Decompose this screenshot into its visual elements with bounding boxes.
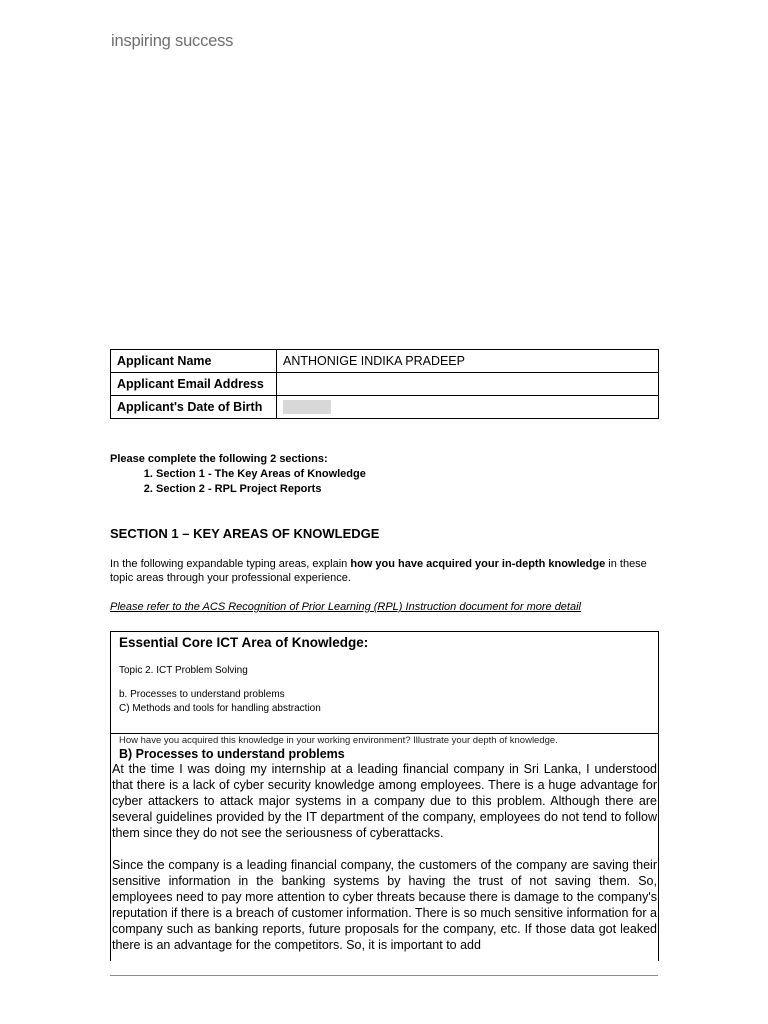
applicant-dob-value	[277, 396, 659, 419]
topic-item-b: b. Processes to understand problems	[119, 689, 285, 700]
applicant-email-label: Applicant Email Address	[111, 373, 277, 396]
applicant-name-value: ANTHONIGE INDIKA PRADEEP	[277, 350, 659, 373]
instructions	[110, 452, 366, 497]
topic-item-c: C) Methods and tools for handling abstraction	[119, 703, 321, 714]
table-row	[111, 373, 659, 396]
applicant-name-label: Applicant Name	[111, 350, 277, 373]
answer-subheading: B) Processes to understand problems	[119, 747, 345, 761]
instructions-intro: Please complete the following 2 sections:	[110, 453, 328, 465]
sections-list	[110, 467, 366, 497]
list-item: 2. Section 2 - RPL Project Reports	[156, 482, 366, 497]
list-item: 1. Section 1 - The Key Areas of Knowledge	[156, 467, 366, 482]
answer-text-area[interactable]	[111, 761, 658, 953]
redacted-block	[283, 400, 331, 414]
applicant-email-value	[277, 373, 659, 396]
applicant-details-table	[110, 349, 659, 419]
explain-text-post: in these topic areas through your professional experience.	[110, 558, 647, 584]
topic-label: Topic 2. ICT Problem Solving	[119, 665, 248, 676]
knowledge-question: How have you acquired this knowledge in your working environment? Illustrate your depth of knowledge.	[119, 735, 558, 746]
table-row	[111, 396, 659, 419]
knowledge-box-title: Essential Core ICT Area of Knowledge:	[119, 635, 369, 650]
knowledge-box	[110, 631, 659, 961]
explain-text-bold: how you have acquired your in-depth knowledge	[350, 558, 606, 570]
table-row	[111, 350, 659, 373]
section-title: SECTION 1 – KEY AREAS OF KNOWLEDGE	[110, 526, 380, 541]
footer-divider	[110, 975, 658, 976]
answer-paragraph-1: At the time I was doing my internship at a leading financial company in Sri Lanka, I understood that there is a lack of cyber security knowledge among employees. There is a huge advantage for cyber attackers to attack major systems in a company due to this problem. Although there are several guidelines provided by the IT department of the company, employees do not tend to follow them since they do not see the seriousness of cyberattacks.	[112, 762, 657, 840]
explain-paragraph	[110, 557, 658, 585]
reference-note: Please refer to the ACS Recognition of Prior Learning (RPL) Instruction document for more detail	[110, 601, 581, 613]
explain-text-pre: In the following expandable typing areas, explain	[110, 558, 351, 570]
answer-paragraph-2: Since the company is a leading financial company, the customers of the company are saving their sensitive information in the banking systems by having the trust of not saving them. So, employees need to pay more attention to cyber threats because there is damage to the company's reputation if there is a breach of customer information. There is so much sensitive information for a company such as banking reports, future proposals for the company, etc. If those data got leaked there is an advantage for the competitors. So, it is important to add	[112, 858, 657, 952]
applicant-dob-label: Applicant's Date of Birth	[111, 396, 277, 419]
knowledge-box-header	[111, 632, 658, 734]
logo-text: inspiring success	[111, 32, 234, 50]
